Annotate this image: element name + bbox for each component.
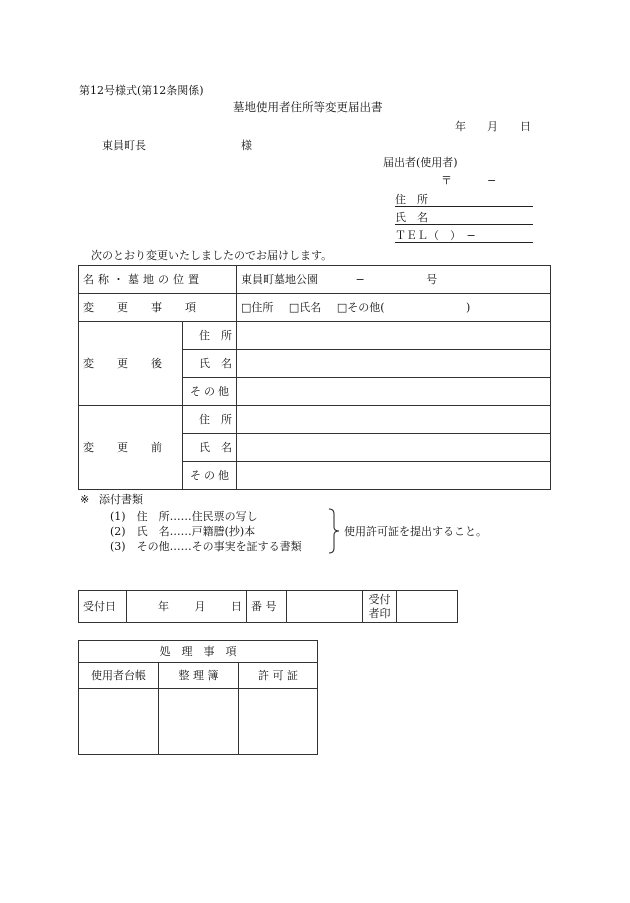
processing-title: 処 理 事 項 — [159, 645, 237, 658]
option-other-checkbox[interactable]: □その他( — [336, 301, 385, 314]
before-address-label: 住 所 — [199, 413, 232, 426]
change-item-label: 変 更 事 項 — [83, 301, 202, 314]
attachment-mark: ※ — [80, 493, 90, 506]
location-label: 名称・墓地の位置 — [83, 273, 203, 286]
attachment-heading: 添付書類 — [99, 493, 143, 506]
after-other-label-cell — [183, 378, 237, 406]
brace-icon — [327, 508, 341, 554]
location-number-label: 号 — [426, 273, 438, 286]
before-name-input[interactable] — [237, 434, 551, 462]
reception-stamp-label-2: 者印 — [368, 606, 391, 620]
after-name-label: 氏 名 — [199, 357, 232, 370]
option-name-checkbox[interactable]: □氏名 — [288, 301, 322, 314]
processing-header-register: 整 理 簿 — [178, 669, 219, 682]
before-label-cell — [79, 406, 183, 490]
processing-header-cell — [79, 663, 159, 689]
after-other-label: その他 — [190, 385, 232, 398]
processing-header-cell — [159, 663, 239, 689]
location-value-cell[interactable] — [237, 266, 551, 294]
postal-mark: 〒 — [441, 174, 452, 187]
after-name-label-cell — [183, 350, 237, 378]
change-item-label-cell — [79, 294, 237, 322]
date-day-label: 日 — [520, 120, 531, 133]
reception-number-label-cell — [247, 591, 287, 623]
processing-header-permit: 許 可 証 — [258, 669, 298, 682]
processing-table — [78, 640, 318, 755]
applicant-tel-field[interactable] — [395, 230, 533, 243]
reception-stamp-label-1: 受付 — [368, 593, 391, 607]
honorific: 様 — [241, 139, 252, 152]
after-address-label-cell — [183, 322, 237, 350]
before-address-label-cell — [183, 406, 237, 434]
processing-title-cell — [79, 641, 318, 663]
option-address-checkbox[interactable]: □住所 — [241, 301, 274, 314]
addressee: 東員町長 — [102, 139, 146, 152]
location-label-cell — [79, 266, 237, 294]
processing-header-ledger: 使用者台帳 — [91, 669, 146, 682]
before-other-input[interactable] — [237, 462, 551, 490]
after-name-input[interactable] — [237, 350, 551, 378]
before-address-input[interactable] — [237, 406, 551, 434]
attachment-item: (1) 住 所……住民票の写し — [110, 510, 258, 523]
intro-text: 次のとおり変更いたしましたのでお届けします。 — [91, 249, 333, 262]
processing-ledger-stamp[interactable] — [79, 689, 159, 755]
after-label-cell — [79, 322, 183, 406]
applicant-address-label: 住 所 — [395, 193, 428, 206]
reception-number-label: 番 号 — [251, 600, 277, 613]
reception-day: 日 — [231, 600, 242, 613]
applicant-name-field[interactable] — [395, 212, 533, 225]
change-table — [78, 265, 551, 490]
processing-header-cell — [239, 663, 318, 689]
reception-month: 月 — [194, 600, 206, 613]
after-other-input[interactable] — [237, 378, 551, 406]
applicant-label: 届出者(使用者) — [383, 156, 458, 169]
date-year-label: 年 — [455, 120, 466, 133]
after-address-label: 住 所 — [199, 329, 232, 342]
attachment-item: (2) 氏 名……戸籍謄(抄)本 — [110, 525, 256, 538]
location-value: 東員町墓地公園 — [241, 273, 318, 286]
before-label: 変 更 前 — [83, 441, 168, 454]
document-title: 墓地使用者住所等変更届出書 — [233, 100, 383, 114]
reception-year: 年 — [158, 600, 169, 613]
reception-date-label-cell — [79, 591, 127, 623]
reception-date-input[interactable] — [127, 591, 247, 623]
after-label: 変 更 後 — [83, 357, 168, 370]
before-other-label-cell — [183, 462, 237, 490]
before-name-label: 氏 名 — [199, 441, 232, 454]
before-other-label: その他 — [190, 469, 232, 482]
attachment-item: (3) その他……その事実を証する書類 — [110, 540, 302, 553]
date-month-label: 月 — [487, 120, 498, 133]
applicant-tel-label: ＴＥＬ（ ） − — [395, 229, 476, 242]
attachment-note: 使用許可証を提出すること。 — [344, 525, 487, 538]
form-number: 第12号様式(第12条関係) — [79, 84, 204, 97]
applicant-address-field[interactable] — [395, 194, 533, 207]
postal-dash: − — [487, 174, 497, 187]
reception-stamp-area[interactable] — [397, 591, 458, 623]
reception-table — [78, 590, 458, 623]
change-item-options-cell — [237, 294, 551, 322]
option-other-close: ) — [466, 301, 471, 314]
processing-permit-stamp[interactable] — [239, 689, 318, 755]
location-dash: − — [355, 273, 365, 286]
reception-date-label: 受付日 — [83, 600, 116, 613]
before-name-label-cell — [183, 434, 237, 462]
processing-register-stamp[interactable] — [159, 689, 239, 755]
reception-number-input[interactable] — [287, 591, 363, 623]
applicant-name-label: 氏 名 — [395, 211, 428, 224]
reception-stamp-label-cell — [363, 591, 397, 623]
after-address-input[interactable] — [237, 322, 551, 350]
